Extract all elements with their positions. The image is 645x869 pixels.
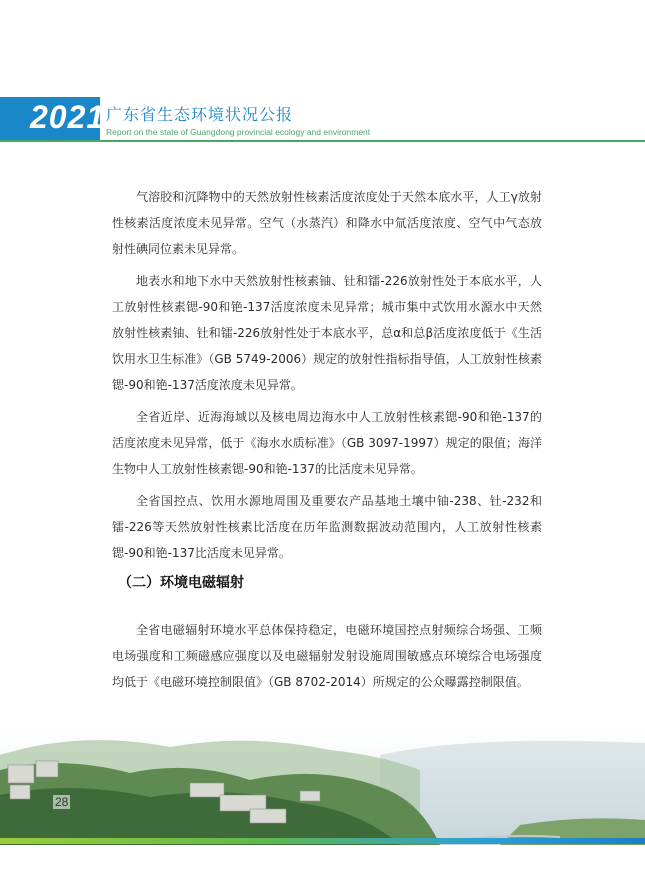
section-heading: （二）环境电磁辐射 bbox=[118, 575, 244, 591]
header-title: 广东省生态环境状况公报 bbox=[106, 105, 294, 124]
paragraph-aerosol: 气溶胶和沉降物中的天然放射性核素活度浓度处于天然本底水平，人工γ放射性核素活度浓度未见异常。空气（水蒸汽）和降水中氚活度浓度、空气中气态放射性碘同位素未见异常。 bbox=[112, 190, 542, 256]
page-number: 28 bbox=[55, 795, 69, 809]
header-subtitle: Report on the state of Guangdong provincial ecology and environment bbox=[106, 127, 371, 137]
header-year: 2021 bbox=[30, 99, 106, 135]
body-text bbox=[112, 184, 542, 572]
landscape-illustration bbox=[0, 725, 645, 845]
paragraph-soil: 全省国控点、饮用水源地周围及重要农产品基地土壤中铀-238、钍-232和镭-226等天然放射性核素比活度在历年监测数据波动范围内，人工放射性核素锶-90和铯-137比活度未见异常。 bbox=[112, 494, 542, 560]
footer-color-stripe bbox=[0, 838, 645, 844]
footer-margin bbox=[0, 845, 645, 869]
paragraph-sea: 全省近岸、近海海域以及核电周边海水中人工放射性核素锶-90和铯-137的活度浓度未见异常，低于《海水水质标准》（GB 3097-1997）规定的限值；海洋生物中人工放射性核素锶-90和铯-137的比活度未见异常。 bbox=[112, 410, 542, 476]
paragraph-water: 地表水和地下水中天然放射性核素铀、钍和镭-226放射性处于本底水平，人工放射性核素锶-90和铯-137活度浓度未见异常；城市集中式饮用水源水中天然放射性核素铀、钍和镭-226放射性处于本底水平，总α和总β活度浓度低于《生活饮用水卫生标准》（GB 5749-2006）规定的放射性指标指导值，人工放射性核素锶-90和铯-137活度浓度未见异常。 bbox=[112, 274, 542, 392]
header-rule bbox=[0, 140, 645, 142]
section-body bbox=[112, 617, 542, 695]
paragraph-em: 全省电磁辐射环境水平总体保持稳定，电磁环境国控点射频综合场强、工频电场强度和工频磁感应强度以及电磁辐射发射设施周围敏感点环境综合电场强度均低于《电磁环境控制限值》（GB 8702-2014）所规定的公众曝露控制限值。 bbox=[112, 623, 542, 689]
